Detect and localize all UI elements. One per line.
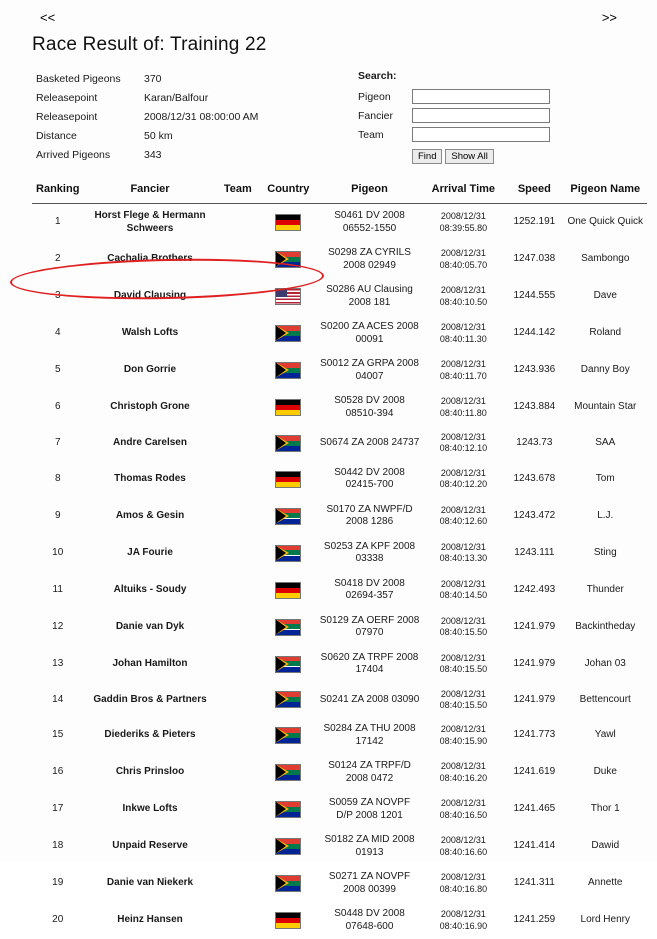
cell-pigeon-name: Mountain Star — [564, 389, 647, 426]
cell-ranking: 10 — [32, 535, 83, 572]
cell-ranking: 8 — [32, 461, 83, 498]
info-value: 343 — [144, 146, 258, 165]
cell-team — [217, 683, 260, 718]
cell-fancier: David Clausing — [83, 278, 216, 315]
cell-arrival-time: 2008/12/31 08:40:13.30 — [421, 535, 505, 572]
flag-za-icon — [275, 764, 301, 781]
show-all-button[interactable]: Show All — [445, 149, 493, 164]
cell-speed: 1243.884 — [505, 389, 563, 426]
info-label: Basketed Pigeons — [36, 70, 144, 89]
table-row[interactable] — [32, 865, 647, 902]
column-header-pigeon[interactable]: Pigeon — [318, 179, 422, 204]
flag-za-icon — [275, 656, 301, 673]
find-button[interactable]: Find — [412, 149, 442, 164]
info-row — [36, 127, 258, 146]
cell-speed: 1241.619 — [505, 754, 563, 791]
cell-arrival-time: 2008/12/31 08:40:16.80 — [421, 865, 505, 902]
search-input-pigeon[interactable] — [412, 89, 550, 104]
cell-speed: 1241.979 — [505, 646, 563, 683]
cell-pigeon-name: Thunder — [564, 572, 647, 609]
column-header-country[interactable]: Country — [259, 179, 317, 204]
cell-country — [259, 717, 317, 754]
cell-arrival-time: 2008/12/31 08:40:16.90 — [421, 902, 505, 939]
cell-ranking: 20 — [32, 902, 83, 939]
cell-arrival-time: 2008/12/31 08:40:15.50 — [421, 646, 505, 683]
cell-pigeon: S0418 DV 2008 02694-357 — [318, 572, 422, 609]
cell-arrival-time: 2008/12/31 08:40:10.50 — [421, 278, 505, 315]
cell-ranking: 3 — [32, 278, 83, 315]
page-title: Race Result of: Training 22 — [32, 34, 639, 56]
cell-arrival-time: 2008/12/31 08:40:11.30 — [421, 315, 505, 352]
cell-pigeon: S0012 ZA GRPA 2008 04007 — [318, 352, 422, 389]
cell-arrival-time: 2008/12/31 08:40:12.60 — [421, 498, 505, 535]
cell-country — [259, 572, 317, 609]
cell-pigeon-name: Dave — [564, 278, 647, 315]
cell-pigeon: S0674 ZA 2008 24737 — [318, 426, 422, 461]
cell-pigeon: S0059 ZA NOVPF D/P 2008 1201 — [318, 791, 422, 828]
flag-us-icon — [275, 288, 301, 305]
flag-za-icon — [275, 251, 301, 268]
cell-pigeon: S0461 DV 2008 06552-1550 — [318, 204, 422, 242]
cell-team — [217, 204, 260, 242]
table-row[interactable] — [32, 791, 647, 828]
table-row[interactable] — [32, 754, 647, 791]
search-field-cell — [412, 106, 550, 125]
cell-pigeon: S0241 ZA 2008 03090 — [318, 683, 422, 718]
flag-za-icon — [275, 508, 301, 525]
cell-ranking: 12 — [32, 609, 83, 646]
search-field-cell — [412, 87, 550, 106]
cell-speed: 1247.038 — [505, 241, 563, 278]
cell-fancier: Walsh Lofts — [83, 315, 216, 352]
cell-pigeon: S0286 AU Clausing 2008 181 — [318, 278, 422, 315]
cell-speed: 1241.979 — [505, 609, 563, 646]
search-heading: Search: — [358, 70, 550, 82]
cell-country — [259, 828, 317, 865]
cell-team — [217, 572, 260, 609]
results-table-head — [32, 179, 647, 204]
cell-speed: 1241.465 — [505, 791, 563, 828]
cell-speed: 1241.414 — [505, 828, 563, 865]
table-row[interactable] — [32, 535, 647, 572]
race-info — [36, 70, 336, 165]
cell-team — [217, 646, 260, 683]
cell-pigeon-name: Bettencourt — [564, 683, 647, 718]
cell-country — [259, 352, 317, 389]
cell-pigeon-name: Sting — [564, 535, 647, 572]
cell-pigeon: S0284 ZA THU 2008 17142 — [318, 717, 422, 754]
cell-ranking: 13 — [32, 646, 83, 683]
cell-pigeon-name: Johan 03 — [564, 646, 647, 683]
cell-ranking: 4 — [32, 315, 83, 352]
info-row — [36, 89, 258, 108]
cell-pigeon-name: Roland — [564, 315, 647, 352]
cell-fancier: Horst Flege & Hermann Schweers — [83, 204, 216, 242]
flag-za-icon — [275, 875, 301, 892]
cell-pigeon: S0182 ZA MID 2008 01913 — [318, 828, 422, 865]
cell-team — [217, 241, 260, 278]
cell-ranking: 15 — [32, 717, 83, 754]
cell-speed: 1241.311 — [505, 865, 563, 902]
cell-pigeon: S0124 ZA TRPF/D 2008 0472 — [318, 754, 422, 791]
cell-pigeon: S0620 ZA TRPF 2008 17404 — [318, 646, 422, 683]
info-label: Releasepoint — [36, 89, 144, 108]
cell-pigeon: S0170 ZA NWPF/D 2008 1286 — [318, 498, 422, 535]
table-row[interactable] — [32, 204, 647, 242]
cell-country — [259, 315, 317, 352]
flag-za-icon — [275, 435, 301, 452]
cell-country — [259, 426, 317, 461]
cell-arrival-time: 2008/12/31 08:40:16.60 — [421, 828, 505, 865]
cell-ranking: 6 — [32, 389, 83, 426]
table-row[interactable] — [32, 646, 647, 683]
search-field-row — [358, 125, 550, 144]
flag-de-icon — [275, 214, 301, 231]
cell-speed: 1241.773 — [505, 717, 563, 754]
cell-ranking: 5 — [32, 352, 83, 389]
cell-country — [259, 646, 317, 683]
top-block — [36, 70, 639, 165]
cell-ranking: 2 — [32, 241, 83, 278]
table-row[interactable] — [32, 278, 647, 315]
cell-pigeon: S0129 ZA OERF 2008 07970 — [318, 609, 422, 646]
info-row — [36, 108, 258, 127]
cell-arrival-time: 2008/12/31 08:40:16.20 — [421, 754, 505, 791]
cell-speed: 1241.259 — [505, 902, 563, 939]
flag-za-icon — [275, 362, 301, 379]
cell-ranking: 16 — [32, 754, 83, 791]
info-label: Releasepoint — [36, 108, 144, 127]
search-field-row — [358, 106, 550, 125]
cell-ranking: 7 — [32, 426, 83, 461]
cell-arrival-time: 2008/12/31 08:40:11.70 — [421, 352, 505, 389]
cell-pigeon: S0253 ZA KPF 2008 03338 — [318, 535, 422, 572]
search-panel — [358, 70, 550, 165]
table-row[interactable] — [32, 241, 647, 278]
cell-pigeon-name: Dawid — [564, 828, 647, 865]
flag-za-icon — [275, 801, 301, 818]
flag-za-icon — [275, 325, 301, 342]
cell-pigeon-name: SAA — [564, 426, 647, 461]
cell-country — [259, 535, 317, 572]
cell-team — [217, 717, 260, 754]
table-row[interactable] — [32, 498, 647, 535]
cell-country — [259, 754, 317, 791]
cell-speed: 1243.678 — [505, 461, 563, 498]
cell-fancier: Gaddin Bros & Partners — [83, 683, 216, 718]
cell-country — [259, 204, 317, 242]
cell-ranking: 17 — [32, 791, 83, 828]
table-row[interactable] — [32, 683, 647, 718]
cell-country — [259, 461, 317, 498]
cell-pigeon-name: Tom — [564, 461, 647, 498]
cell-fancier: Christoph Grone — [83, 389, 216, 426]
cell-ranking: 19 — [32, 865, 83, 902]
cell-speed: 1244.555 — [505, 278, 563, 315]
column-header-team[interactable]: Team — [217, 179, 260, 204]
cell-pigeon-name: One Quick Quick — [564, 204, 647, 242]
cell-team — [217, 828, 260, 865]
cell-team — [217, 461, 260, 498]
cell-ranking: 14 — [32, 683, 83, 718]
flag-de-icon — [275, 399, 301, 416]
table-row[interactable] — [32, 352, 647, 389]
cell-pigeon: S0298 ZA CYRILS 2008 02949 — [318, 241, 422, 278]
flag-za-icon — [275, 727, 301, 744]
cell-fancier: Heinz Hansen — [83, 902, 216, 939]
cell-pigeon-name: Yawl — [564, 717, 647, 754]
cell-pigeon: S0528 DV 2008 08510-394 — [318, 389, 422, 426]
results-table — [32, 179, 647, 939]
cell-speed: 1241.979 — [505, 683, 563, 718]
cell-arrival-time: 2008/12/31 08:39:55.80 — [421, 204, 505, 242]
cell-fancier: Andre Carelsen — [83, 426, 216, 461]
race-info-table — [36, 70, 258, 165]
cell-arrival-time: 2008/12/31 08:40:14.50 — [421, 572, 505, 609]
info-value: Karan/Balfour — [144, 89, 258, 108]
info-row — [36, 146, 258, 165]
cell-team — [217, 278, 260, 315]
flag-de-icon — [275, 912, 301, 929]
table-row[interactable] — [32, 461, 647, 498]
cell-country — [259, 278, 317, 315]
cell-arrival-time: 2008/12/31 08:40:15.90 — [421, 717, 505, 754]
info-label: Distance — [36, 127, 144, 146]
cell-country — [259, 902, 317, 939]
flag-za-icon — [275, 545, 301, 562]
cell-ranking: 9 — [32, 498, 83, 535]
cell-pigeon-name: Duke — [564, 754, 647, 791]
flag-de-icon — [275, 582, 301, 599]
cell-country — [259, 498, 317, 535]
flag-za-icon — [275, 691, 301, 708]
column-header-arrival-time[interactable]: Arrival Time — [421, 179, 505, 204]
cell-speed: 1243.472 — [505, 498, 563, 535]
nav-row — [18, 0, 639, 30]
search-field-row — [358, 87, 550, 106]
cell-speed: 1252.191 — [505, 204, 563, 242]
cell-arrival-time: 2008/12/31 08:40:15.50 — [421, 609, 505, 646]
cell-arrival-time: 2008/12/31 08:40:12.10 — [421, 426, 505, 461]
info-row — [36, 70, 258, 89]
cell-pigeon-name: Danny Boy — [564, 352, 647, 389]
flag-de-icon — [275, 471, 301, 488]
cell-team — [217, 609, 260, 646]
cell-speed: 1243.936 — [505, 352, 563, 389]
cell-fancier: Amos & Gesin — [83, 498, 216, 535]
cell-ranking: 1 — [32, 204, 83, 242]
table-row[interactable] — [32, 609, 647, 646]
search-field-label: Pigeon — [358, 87, 412, 106]
cell-arrival-time: 2008/12/31 08:40:05.70 — [421, 241, 505, 278]
cell-pigeon-name: L.J. — [564, 498, 647, 535]
info-value: 370 — [144, 70, 258, 89]
cell-team — [217, 791, 260, 828]
cell-ranking: 18 — [32, 828, 83, 865]
table-row[interactable] — [32, 717, 647, 754]
results-table-body — [32, 204, 647, 939]
cell-arrival-time: 2008/12/31 08:40:16.50 — [421, 791, 505, 828]
table-row[interactable] — [32, 315, 647, 352]
cell-fancier: Inkwe Lofts — [83, 791, 216, 828]
cell-team — [217, 498, 260, 535]
cell-fancier: Altuiks - Soudy — [83, 572, 216, 609]
search-fields-table — [358, 87, 550, 144]
cell-speed: 1244.142 — [505, 315, 563, 352]
previous-page-link[interactable]: << — [40, 10, 55, 25]
cell-team — [217, 865, 260, 902]
search-input-fancier[interactable] — [412, 108, 550, 123]
flag-za-icon — [275, 838, 301, 855]
cell-team — [217, 315, 260, 352]
cell-speed: 1243.73 — [505, 426, 563, 461]
cell-arrival-time: 2008/12/31 08:40:12.20 — [421, 461, 505, 498]
cell-speed: 1242.493 — [505, 572, 563, 609]
cell-fancier: Thomas Rodes — [83, 461, 216, 498]
info-value: 50 km — [144, 127, 258, 146]
cell-country — [259, 609, 317, 646]
info-value: 2008/12/31 08:00:00 AM — [144, 108, 258, 127]
cell-fancier: Diederiks & Pieters — [83, 717, 216, 754]
table-row[interactable] — [32, 828, 647, 865]
info-label: Arrived Pigeons — [36, 146, 144, 165]
column-header-ranking[interactable]: Ranking — [32, 179, 83, 204]
table-row[interactable] — [32, 426, 647, 461]
column-header-pigeon-name[interactable]: Pigeon Name — [564, 179, 647, 204]
table-row[interactable] — [32, 902, 647, 939]
cell-fancier: Chris Prinsloo — [83, 754, 216, 791]
table-row[interactable] — [32, 572, 647, 609]
cell-country — [259, 241, 317, 278]
cell-fancier: Danie van Dyk — [83, 609, 216, 646]
cell-pigeon-name: Annette — [564, 865, 647, 902]
cell-fancier: Johan Hamilton — [83, 646, 216, 683]
cell-fancier: Danie van Niekerk — [83, 865, 216, 902]
cell-country — [259, 865, 317, 902]
cell-pigeon: S0442 DV 2008 02415-700 — [318, 461, 422, 498]
cell-team — [217, 426, 260, 461]
cell-speed: 1243.111 — [505, 535, 563, 572]
next-page-link[interactable]: >> — [602, 10, 617, 25]
search-input-team[interactable] — [412, 127, 550, 142]
cell-arrival-time: 2008/12/31 08:40:15.50 — [421, 683, 505, 718]
cell-ranking: 11 — [32, 572, 83, 609]
cell-fancier: JA Fourie — [83, 535, 216, 572]
cell-pigeon: S0271 ZA NOVPF 2008 00399 — [318, 865, 422, 902]
cell-country — [259, 791, 317, 828]
cell-pigeon-name: Lord Henry — [564, 902, 647, 939]
cell-fancier: Unpaid Reserve — [83, 828, 216, 865]
cell-pigeon-name: Thor 1 — [564, 791, 647, 828]
cell-pigeon: S0448 DV 2008 07648-600 — [318, 902, 422, 939]
cell-fancier: Cachalia Brothers — [83, 241, 216, 278]
flag-za-icon — [275, 619, 301, 636]
cell-country — [259, 683, 317, 718]
table-row[interactable] — [32, 389, 647, 426]
results-header-row — [32, 179, 647, 204]
search-field-cell — [412, 125, 550, 144]
cell-team — [217, 352, 260, 389]
cell-team — [217, 754, 260, 791]
column-header-speed[interactable]: Speed — [505, 179, 563, 204]
search-buttons — [412, 149, 550, 164]
column-header-fancier[interactable]: Fancier — [83, 179, 216, 204]
cell-arrival-time: 2008/12/31 08:40:11.80 — [421, 389, 505, 426]
cell-team — [217, 902, 260, 939]
cell-pigeon-name: Backintheday — [564, 609, 647, 646]
cell-pigeon: S0200 ZA ACES 2008 00091 — [318, 315, 422, 352]
cell-team — [217, 535, 260, 572]
cell-team — [217, 389, 260, 426]
cell-country — [259, 389, 317, 426]
cell-pigeon-name: Sambongo — [564, 241, 647, 278]
cell-fancier: Don Gorrie — [83, 352, 216, 389]
search-field-label: Fancier — [358, 106, 412, 125]
search-field-label: Team — [358, 125, 412, 144]
